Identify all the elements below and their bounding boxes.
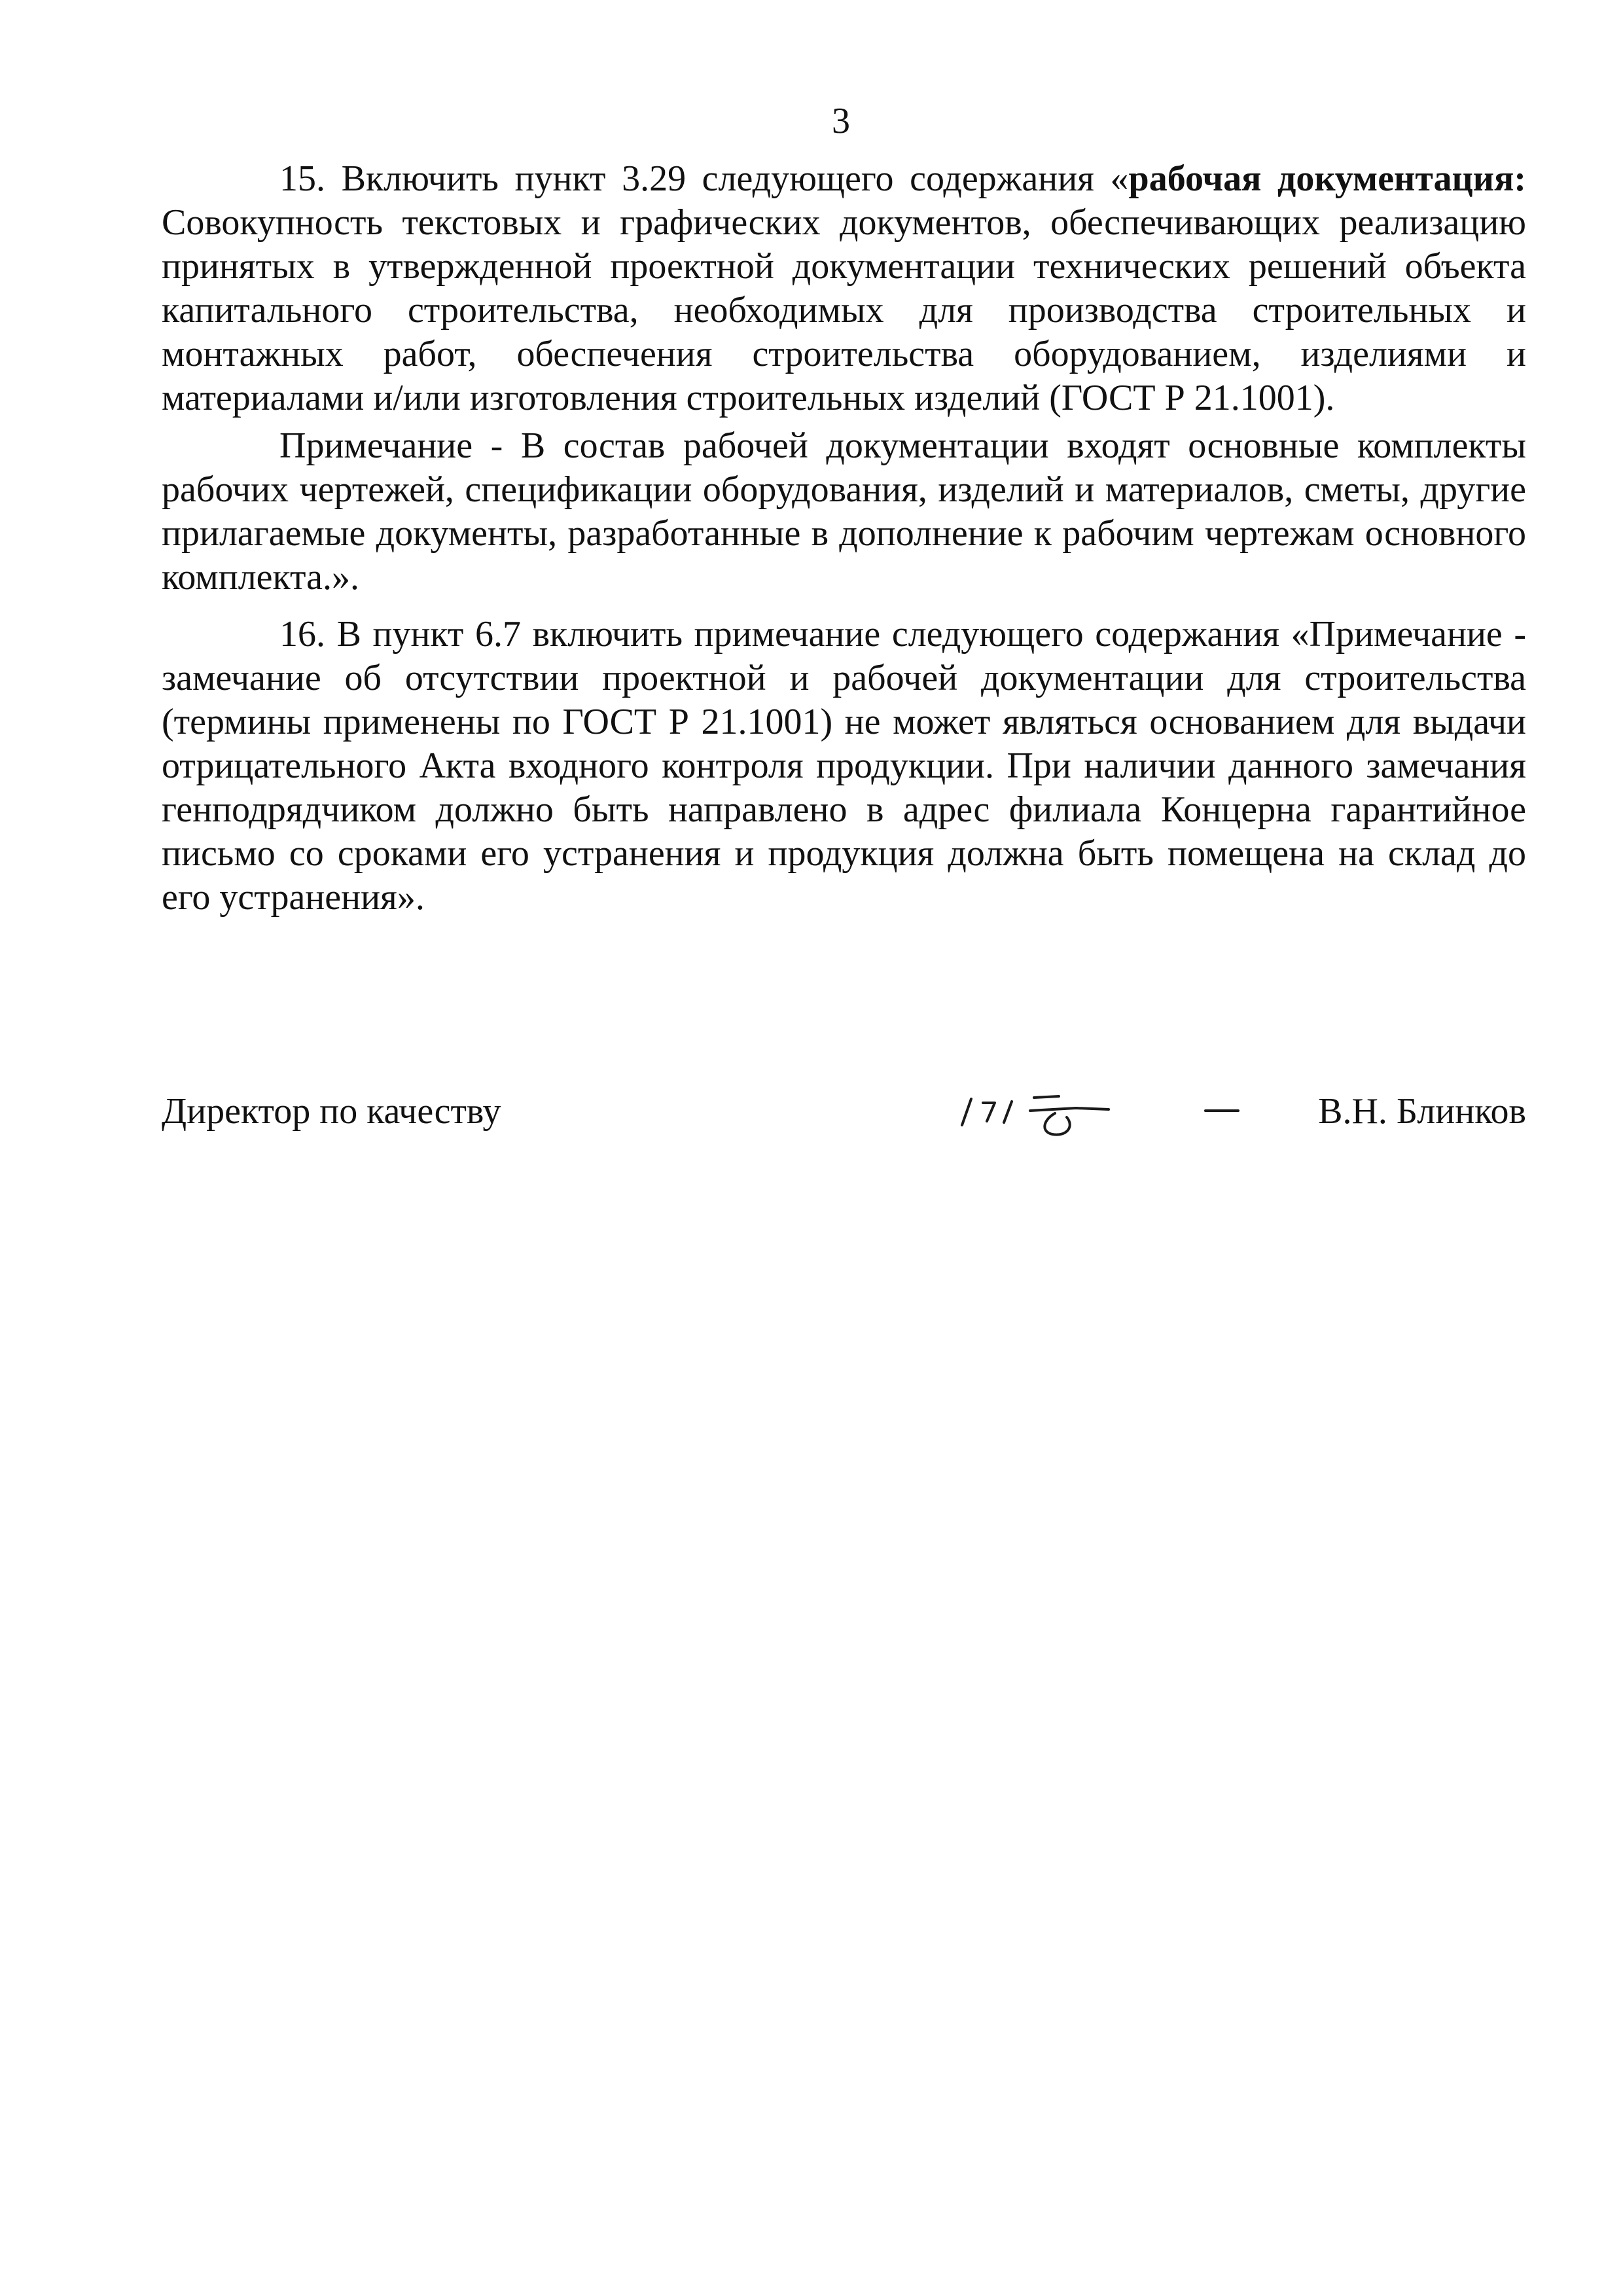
signature-block (162, 1090, 1526, 1149)
item-15-text: Совокупность текстовых и графических документов, обеспечивающих реализацию принятых в утвержденной проектной документации технических решений объекта капитального строительства, необходимых для производства строительных и монтажных работ, обеспечения строительства оборудованием, изделиями и материалами и/или изготовления строительных изделий (ГОСТ Р 21.1001). (162, 202, 1526, 418)
document-body (162, 157, 1526, 920)
item-15-paragraph (162, 157, 1526, 420)
signatory-position: Директор по качеству (162, 1091, 501, 1132)
item-15-term: рабочая документация: (1128, 158, 1526, 199)
handwritten-signature (957, 1085, 1258, 1143)
item-15-lead: 15. Включить пункт 3.29 следующего содержания « (279, 158, 1129, 199)
item-16-paragraph: 16. В пункт 6.7 включить примечание следующего содержания «Примечание - замечание об отсутствии проектной и рабочей документации для строительства (термины применены по ГОСТ Р 21.1001) не может являться основанием для выдачи отрицательного Акта входного контроля продукции. При наличии данного замечания генподрядчиком должно быть направлено в адрес филиала Концерна гарантийное письмо со сроками его устранения и продукция должна быть помещена на склад до его устранения». (162, 614, 1526, 918)
item-15-note: Примечание - В состав рабочей документации входят основные комплекты рабочих чертежей, спецификации оборудования, изделий и материалов, сметы, другие прилагаемые документы, разработанные в дополнение к рабочим чертежам основного комплекта.». (162, 425, 1526, 598)
page-number: 3 (832, 101, 850, 141)
signatory-name: В.Н. Блинков (1318, 1091, 1526, 1132)
